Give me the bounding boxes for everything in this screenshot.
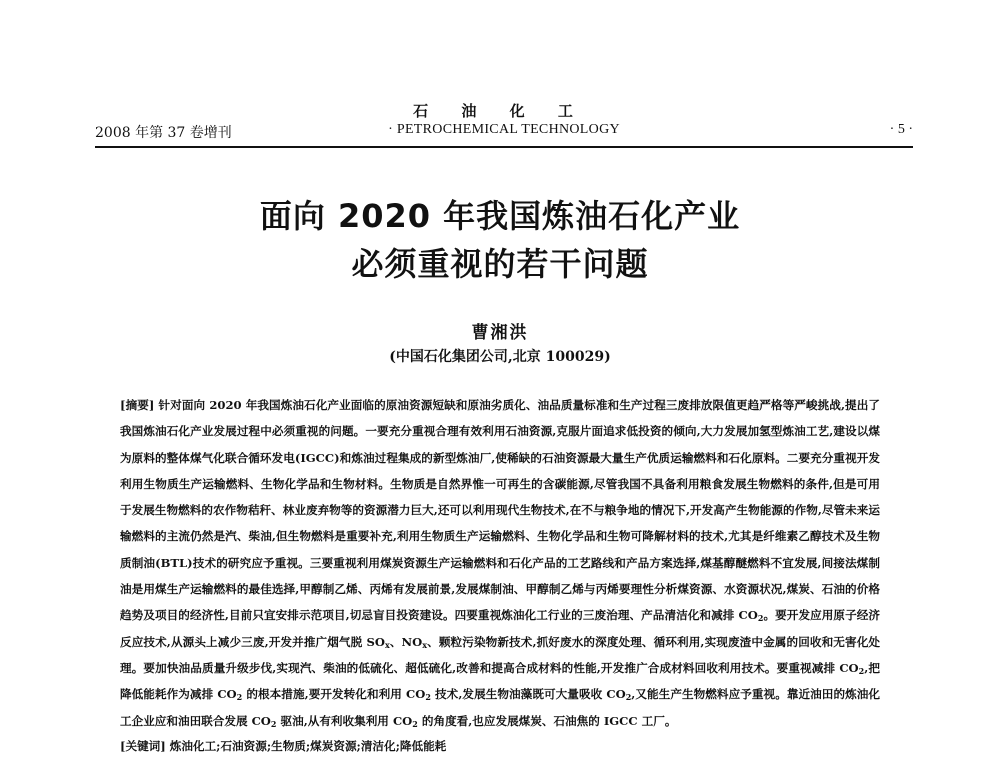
abstract-text-8: ,又能生产生物燃料应予重视。靠近油田的炼油化工企业应和油田联合发展 CO — [120, 687, 881, 728]
title-line-1: 面向 2020 年我国炼油石化产业 — [259, 197, 741, 235]
author-name: 曹湘洪 — [471, 323, 529, 343]
abstract-text-4: 、颗粒污染物新技术,抓好废水的深度处理、循环利用,实现废渣中金属的回收和无害化处理。要加快油品质量升级步伐,实现汽、柴油的低硫化、超低硫化,改善和提高合成材料的性能,开发推广合成材料回收利用技术。要重视减排 CO — [120, 634, 880, 675]
abstract-text-7: 技术,发展生物油藻既可大量吸收 CO — [430, 687, 626, 702]
subscript-co2: 2 — [757, 613, 764, 624]
subscript-co2: 2 — [858, 665, 865, 676]
subscript-x: x — [384, 639, 390, 650]
journal-name-cn: 石 油 化 工 — [413, 102, 587, 120]
abstract-text-2: 。要开发应用原子经济反应技术,从源头上减少三废,开发并推广烟气脱 SO — [120, 608, 880, 649]
abstract-text-3: 、NO — [389, 634, 423, 649]
abstract-text-9: 驱油,从有利收集利用 CO — [276, 713, 413, 728]
keywords-text: 炼油化工;石油资源;生物质;煤炭资源;清洁化;降低能耗 — [165, 739, 447, 753]
page-number: · 5 · — [889, 122, 913, 137]
subscript-co2: 2 — [270, 718, 277, 729]
keywords-label: [关键词] — [120, 739, 166, 753]
abstract — [120, 392, 880, 734]
abstract-label: [摘要] — [120, 398, 155, 412]
subscript-co2: 2 — [412, 718, 418, 729]
journal-name-en: · PETROCHEMICAL TECHNOLOGY — [388, 122, 620, 137]
keywords — [120, 736, 880, 756]
abstract-text-6: 的根本措施,要开发转化和利用 CO — [242, 687, 426, 702]
author-affiliation: (中国石化集团公司,北京 100029) — [389, 349, 611, 365]
abstract-text-10: 的角度看,也应发展煤炭、石油焦的 IGCC 工厂。 — [417, 713, 677, 728]
subscript-co2: 2 — [625, 692, 632, 703]
subscript-co2: 2 — [236, 692, 243, 703]
subscript-co2: 2 — [425, 692, 431, 703]
header-rule — [95, 146, 913, 148]
abstract-text-1: 针对面向 2020 年我国炼油石化产业面临的原油资源短缺和原油劣质化、油品质量标准和生产过程三废排放限值更趋严格等严峻挑战,提出了我国炼油石化产业发展过程中必须重视的问题。一要充分重视合理有效利用石油资源,克服片面追求低投资的倾向,大力发展加氢型炼油工艺,建设以煤为原料的整体煤气化联合循环发电(IGCC)和炼油过程集成的新型炼油厂,使稀缺的石油资源最大量生产优质运输燃料和石化原料。二要充分重视开发利用生物质生产运输燃料、生物化学品和生物材料。生物质是自然界惟一可再生的含碳能源,尽管我国不具备利用粮食发展生物燃料的条件,但是可用于发展生物燃料的农作物秸秆、林业废弃物等的资源潜力巨大,还可以利用现代生物技术,在不与粮争地的情况下,开发高产生物能源的作物,尽管未来运输燃料的主流仍然是汽、柴油,但生物燃料是重要补充,利用生物质生产运输燃料、生物化学品和生物可降解材料的技术,尤其是纤维素乙醇技术及生物质制油(BTL)技术的研究应予重视。三要重视利用煤炭资源生产运输燃料和石化产品的工艺路线和产品方案选择,煤基醇醚燃料不宜发展,间接法煤制油是用煤生产运输燃料的最佳选择,甲醇制乙烯、丙烯有发展前景,发展煤制油、甲醇制乙烯与丙烯要理性分析煤资源、水资源状况,煤炭、石油的价格趋势及项目的经济性,目前只宜安排示范项目,切忌盲目投资建设。四要重视炼油化工行业的三废治理、产品清洁化和减排 CO — [120, 398, 880, 623]
running-header — [95, 122, 913, 142]
article-title — [0, 192, 1000, 288]
abstract-text-5: ,把降低能耗作为减排 CO — [120, 660, 880, 702]
subscript-x: x — [422, 639, 428, 650]
issue-info: 2008 年第 37 卷增刊 — [95, 125, 232, 141]
title-line-2: 必须重视的若干问题 — [351, 245, 649, 283]
